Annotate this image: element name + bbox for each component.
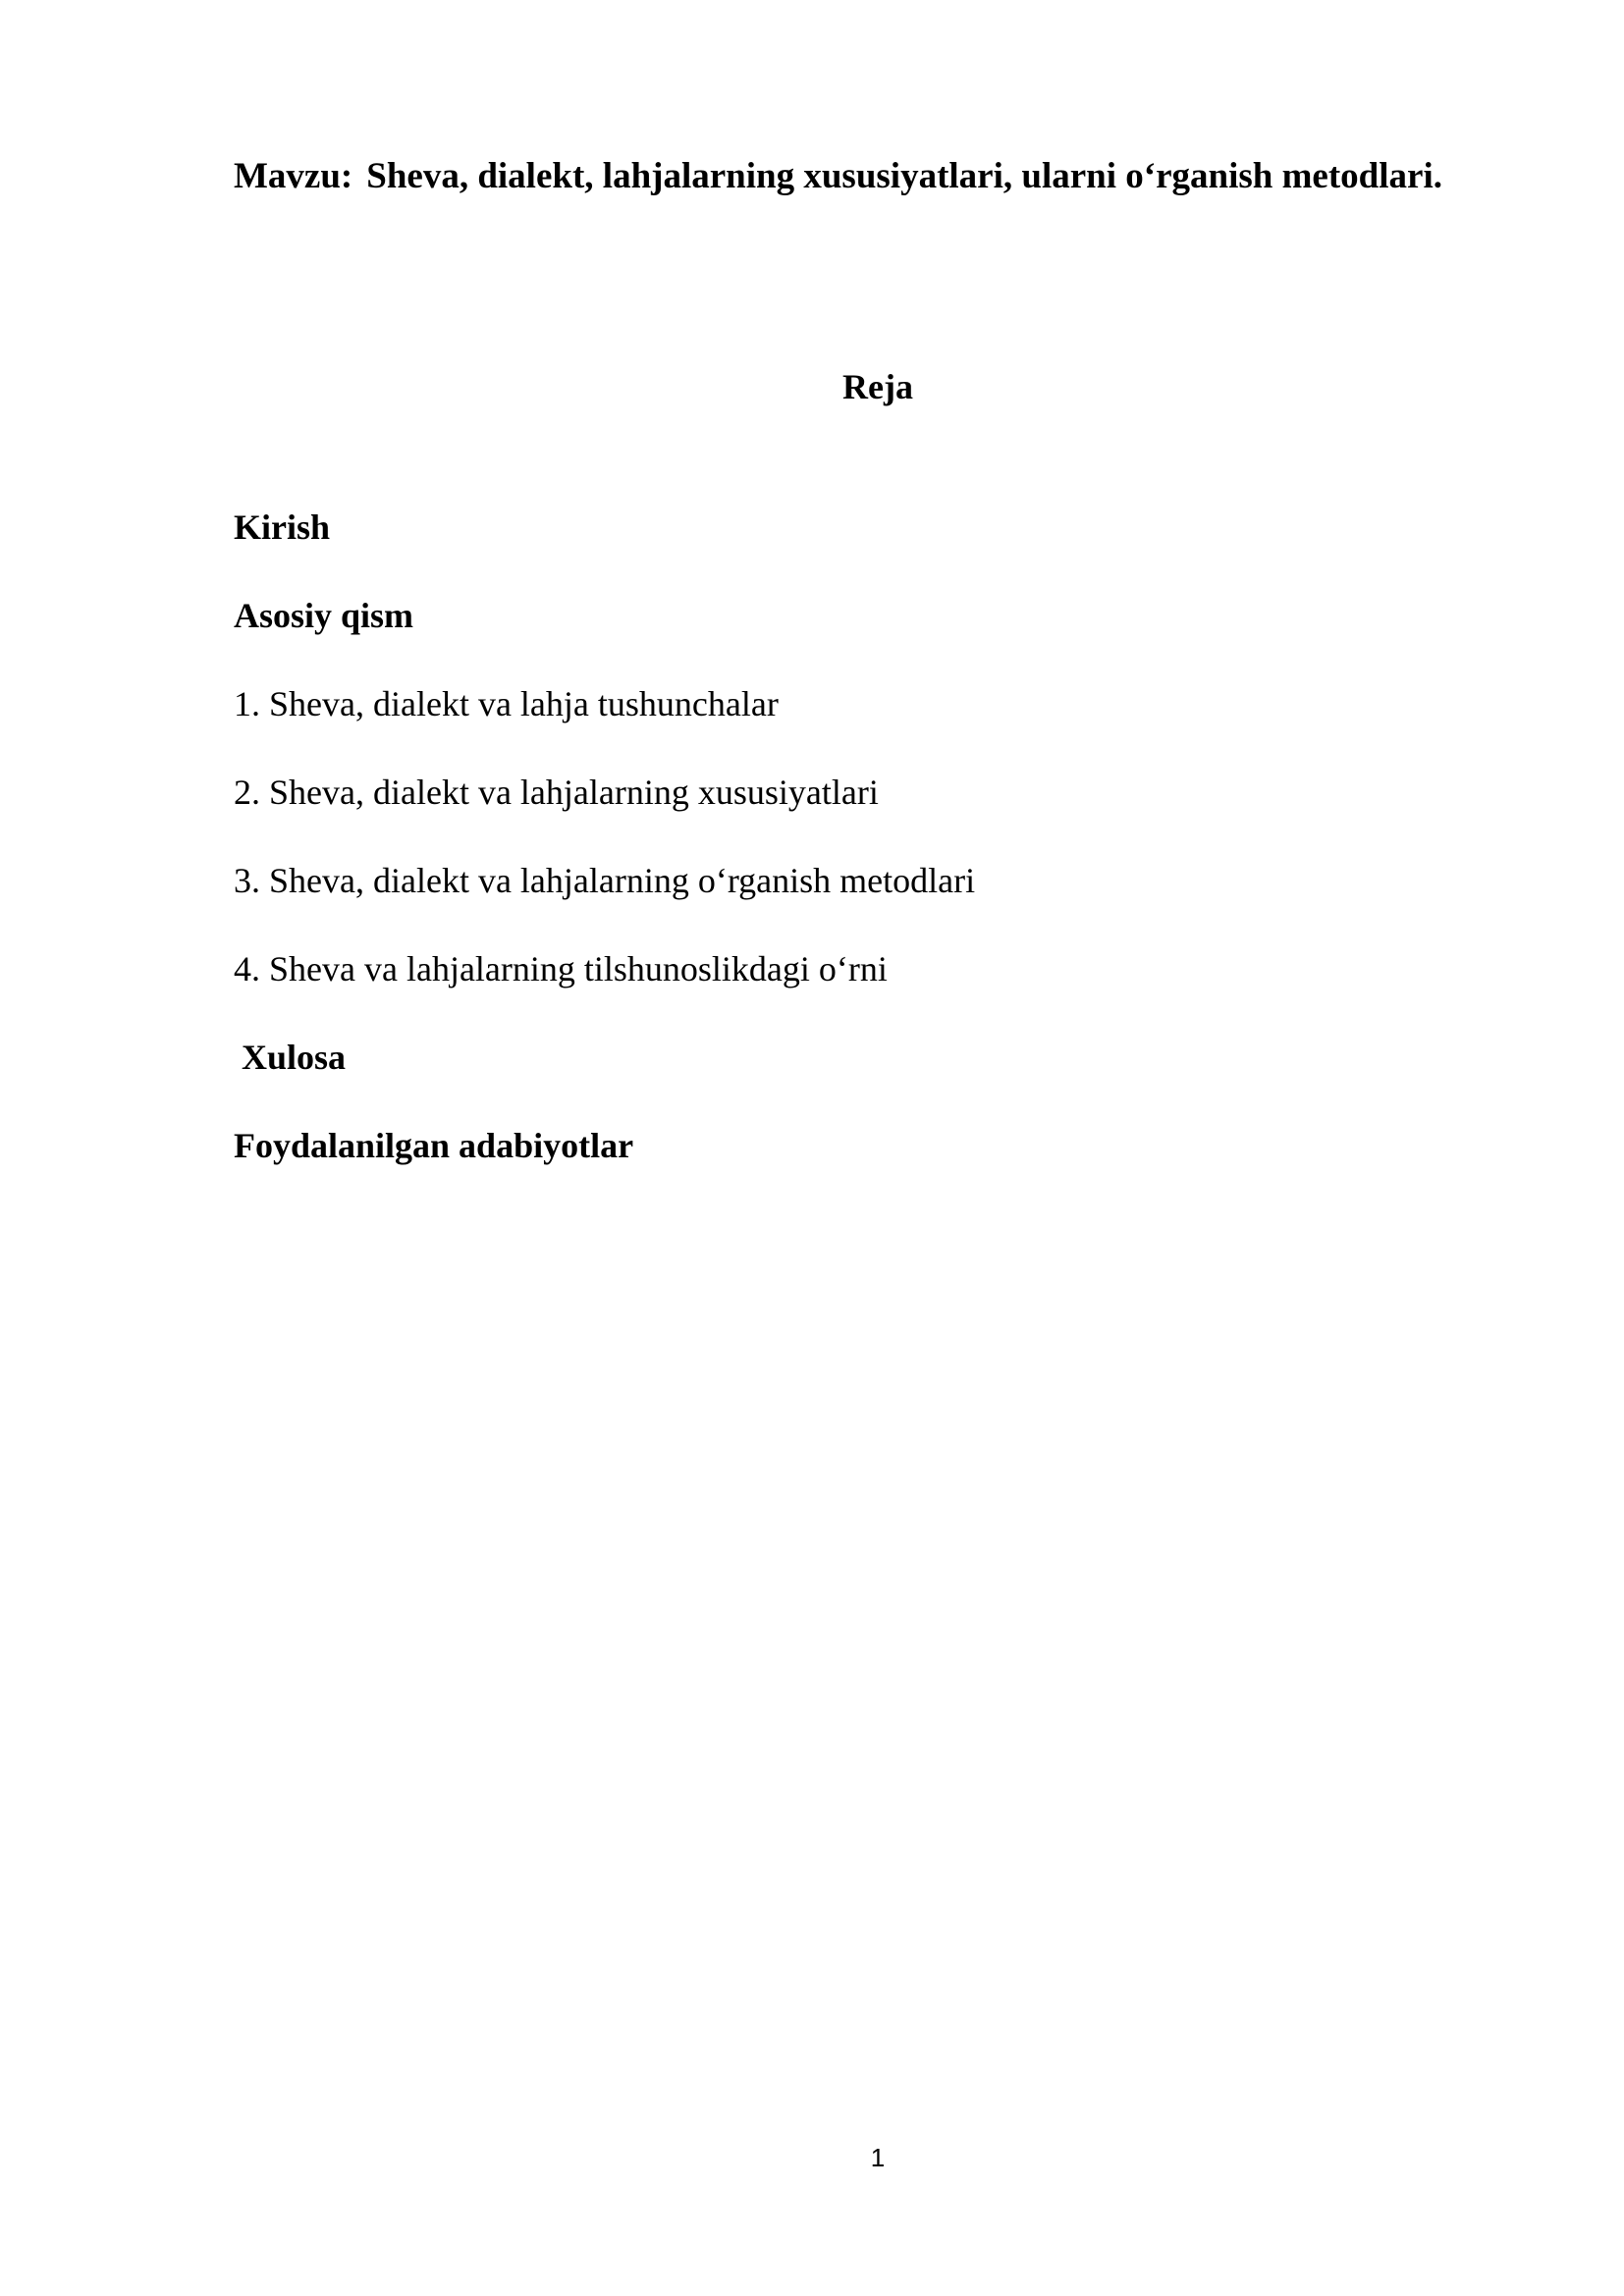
plan-item-3: 3. Sheva, dialekt va lahjalarning o‘rganish metodlari — [234, 861, 976, 900]
section-conclusion: Xulosa — [242, 1038, 347, 1077]
plan-item-1: 1. Sheva, dialekt va lahja tushunchalar — [234, 684, 779, 723]
section-main-part: Asosiy qism — [234, 596, 414, 635]
plan-item-2: 2. Sheva, dialekt va lahjalarning xususiyatlari — [234, 773, 879, 812]
section-references: Foydalanilgan adabiyotlar — [234, 1126, 634, 1165]
topic-label: Mavzu: — [234, 156, 353, 196]
plan-heading: Reja — [842, 367, 913, 406]
page-number: 1 — [870, 2143, 886, 2172]
topic-title — [234, 155, 1442, 198]
topic-text: Sheva, dialekt, lahjalarning xususiyatlari, ularni o‘rganish metodlari. — [366, 156, 1442, 196]
plan-item-4: 4. Sheva va lahjalarning tilshunoslikdagi o‘rni — [234, 949, 888, 988]
section-intro: Kirish — [234, 507, 331, 547]
